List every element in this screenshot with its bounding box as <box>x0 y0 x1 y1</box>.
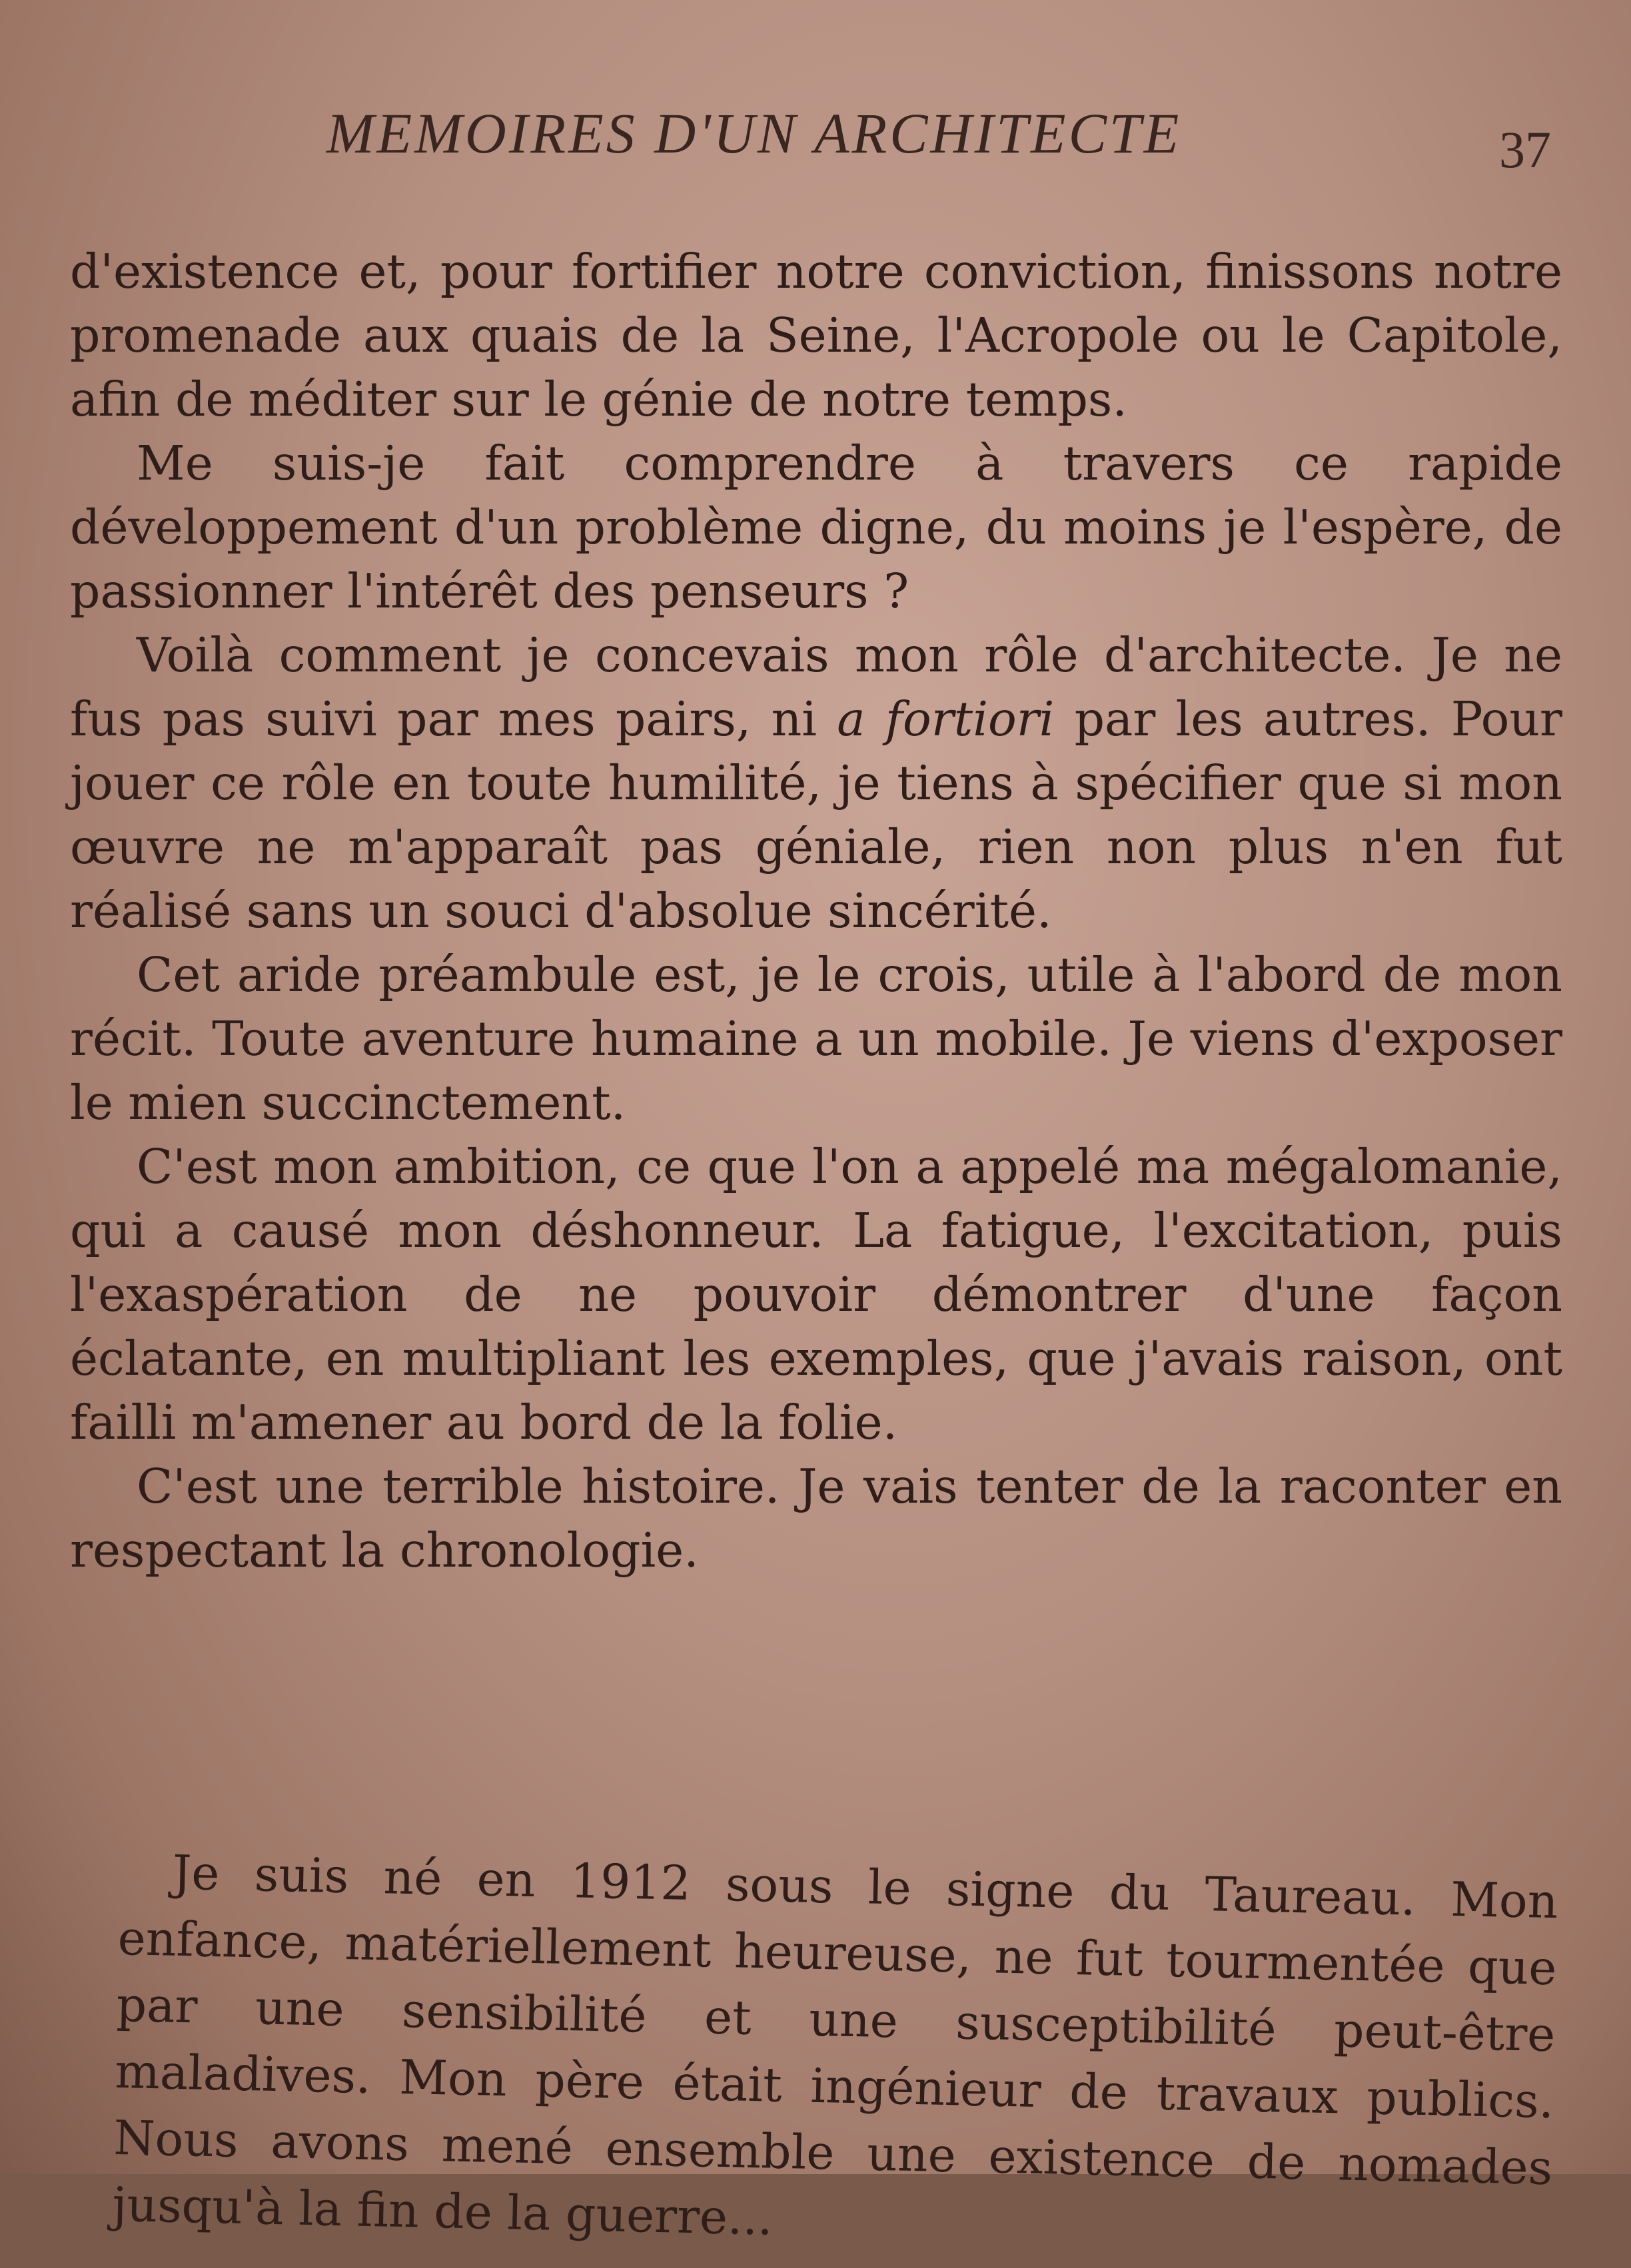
next-section <box>111 1838 1558 2268</box>
paragraph-3 <box>70 623 1562 943</box>
paragraph-3-part-2: par les autres. Pour jouer ce rôle en toute humilité, je tiens à spécifier que si mon œuvre ne m'apparaît pas géniale, rien non plus n'en fut réalisé sans un souci d'absolue sincérité. <box>70 691 1562 939</box>
paragraph-5: C'est mon ambition, ce que l'on a appelé ma mégalomanie, qui a causé mon déshonneur. La fatigue, l'excitation, puis l'exaspération de ne pouvoir démontrer d'une façon éclatante, en multipliant les exemples, que j'avais raison, ont failli m'amener au bord de la folie. <box>70 1139 1562 1450</box>
paragraph-4: Cet aride préambule est, je le crois, utile à l'abord de mon récit. Toute aventure humaine a un mobile. Je viens d'exposer le mien succinctement. <box>70 947 1562 1130</box>
italic-phrase: a fortiori <box>837 691 1055 747</box>
next-section-paragraph: Je suis né en 1912 sous le signe du Taureau. Mon enfance, matériellement heureuse, ne fut tourmentée que par une sensibilité et une susceptibilité peut-être maladives. Mon père était ingénieur de travaux publics. Nous avons mené ensemble une existence de nomades jusqu'à la fin de la guerre... <box>111 1844 1559 2246</box>
paragraph-1: d'existence et, pour fortifier notre conviction, finissons notre promenade aux quais de la Seine, l'Acropole ou le Capitole, afin de méditer sur le génie de notre temps. <box>70 244 1562 427</box>
running-head-title: MEMOIRES D'UN ARCHITECTE <box>326 101 1182 165</box>
page-number: 37 <box>1499 121 1551 179</box>
paragraph-2: Me suis-je fait comprendre à travers ce rapide développement d'un problème digne, du moins je l'espère, de passionner l'intérêt des penseurs ? <box>70 436 1562 619</box>
paragraph-6: C'est une terrible histoire. Je vais tenter de la raconter en respectant la chronologie. <box>70 1459 1562 1578</box>
paragraph-3-part-1: Voilà comment je concevais mon rôle d'architecte. Je ne fus pas suivi par mes pairs, ni <box>70 627 1562 747</box>
body-text <box>70 240 1562 1583</box>
